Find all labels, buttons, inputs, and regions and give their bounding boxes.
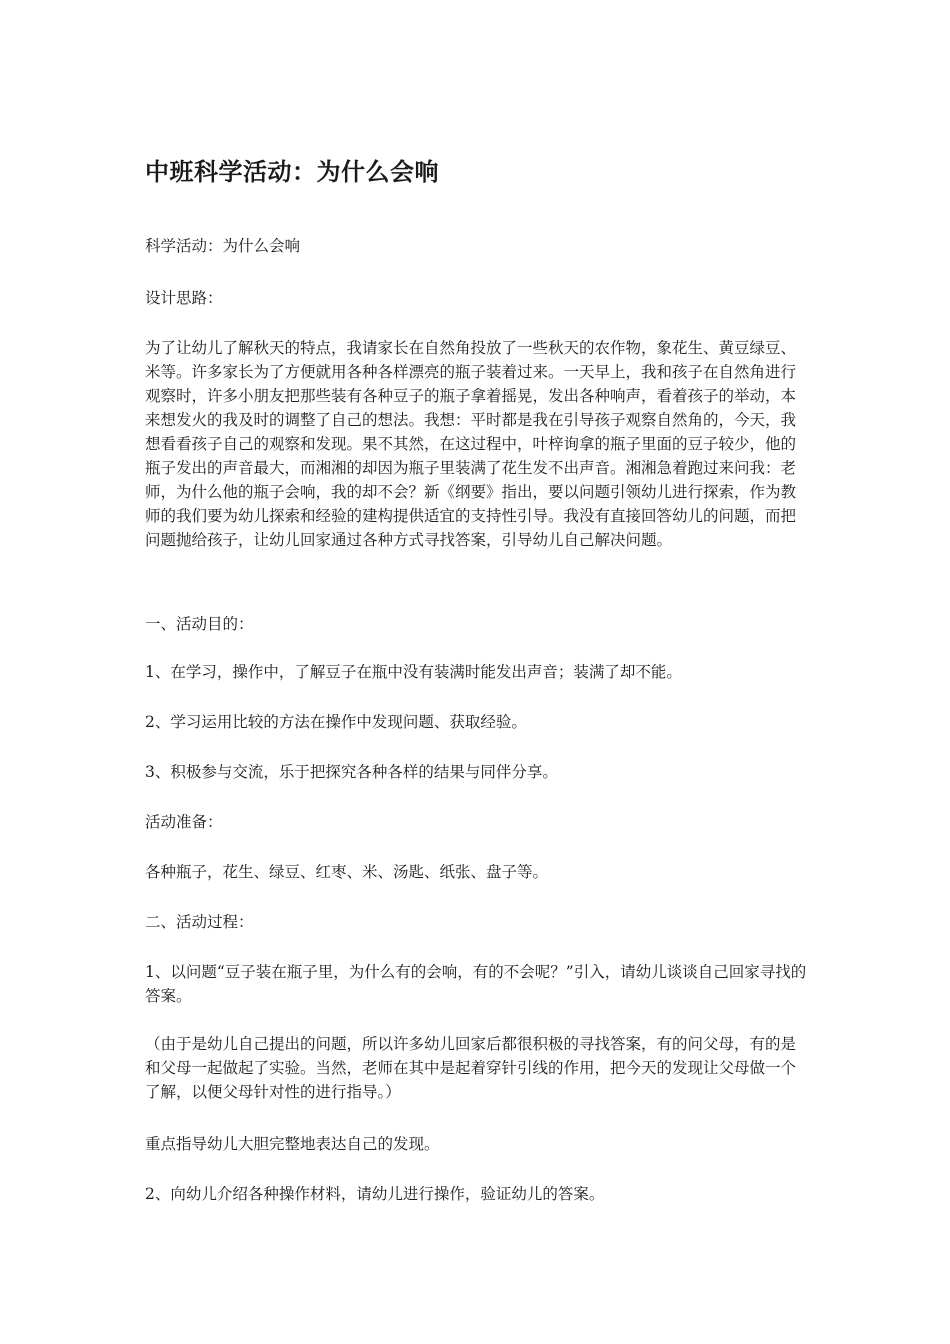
subtitle-line: 科学活动：为什么会响: [145, 237, 301, 255]
document-title: 中班科学活动：为什么会响: [145, 158, 439, 186]
focus-note: 重点指导幼儿大胆完整地表达自己的发现。: [145, 1135, 440, 1153]
goals-heading: 一、活动目的：: [145, 615, 254, 633]
process-heading: 二、活动过程：: [145, 913, 254, 931]
design-heading: 设计思路：: [145, 289, 223, 307]
goal-item-2: 2、学习运用比较的方法在操作中发现问题、获取经验。: [145, 713, 527, 731]
prep-heading: 活动准备：: [145, 813, 223, 831]
goal-item-1: 1、在学习，操作中，了解豆子在瓶中没有装满时能发出声音；装满了却不能。: [145, 663, 682, 681]
process-step-2: 2、向幼儿介绍各种操作材料，请幼儿进行操作，验证幼儿的答案。: [145, 1185, 605, 1203]
process-step-1-note: （由于是幼儿自己提出的问题，所以许多幼儿回家后都很积极的寻找答案，有的问父母，有的是和父母一起做起了实验。当然，老师在其中是起着穿针引线的作用，把今天的发现让父母做一个了解，以便父母针对性的进行指导。）: [145, 1035, 797, 1101]
design-paragraph: 为了让幼儿了解秋天的特点，我请家长在自然角投放了一些秋天的农作物，象花生、黄豆绿豆、米等。许多家长为了方便就用各种各样漂亮的瓶子装着过来。一天早上，我和孩子在自然角进行观察时，许多小朋友把那些装有各种豆子的瓶子拿着摇晃，发出各种响声，看着孩子的举动，本来想发火的我及时的调整了自己的想法。我想：平时都是我在引导孩子观察自然角的，今天，我想看看孩子自己的观察和发现。果不其然，在这过程中，叶梓询拿的瓶子里面的豆子较少，他的瓶子发出的声音最大，而湘湘的却因为瓶子里装满了花生发不出声音。湘湘急着跑过来问我：老师，为什么他的瓶子会响，我的却不会？新《纲要》指出，要以问题引领幼儿进行探索，作为教师的我们要为幼儿探索和经验的建构提供适宜的支持性引导。我没有直接回答幼儿的问题，而把问题抛给孩子，让幼儿回家通过各种方式寻找答案，引导幼儿自己解决问题。: [145, 339, 797, 549]
process-step-1: 1、以问题“豆子装在瓶子里，为什么有的会响，有的不会呢？”引入，请幼儿谈谈自己回家寻找的答案。: [145, 963, 807, 1005]
prep-text: 各种瓶子，花生、绿豆、红枣、米、汤匙、纸张、盘子等。: [145, 863, 549, 881]
goal-item-3: 3、积极参与交流，乐于把探究各种各样的结果与同伴分享。: [145, 763, 558, 781]
